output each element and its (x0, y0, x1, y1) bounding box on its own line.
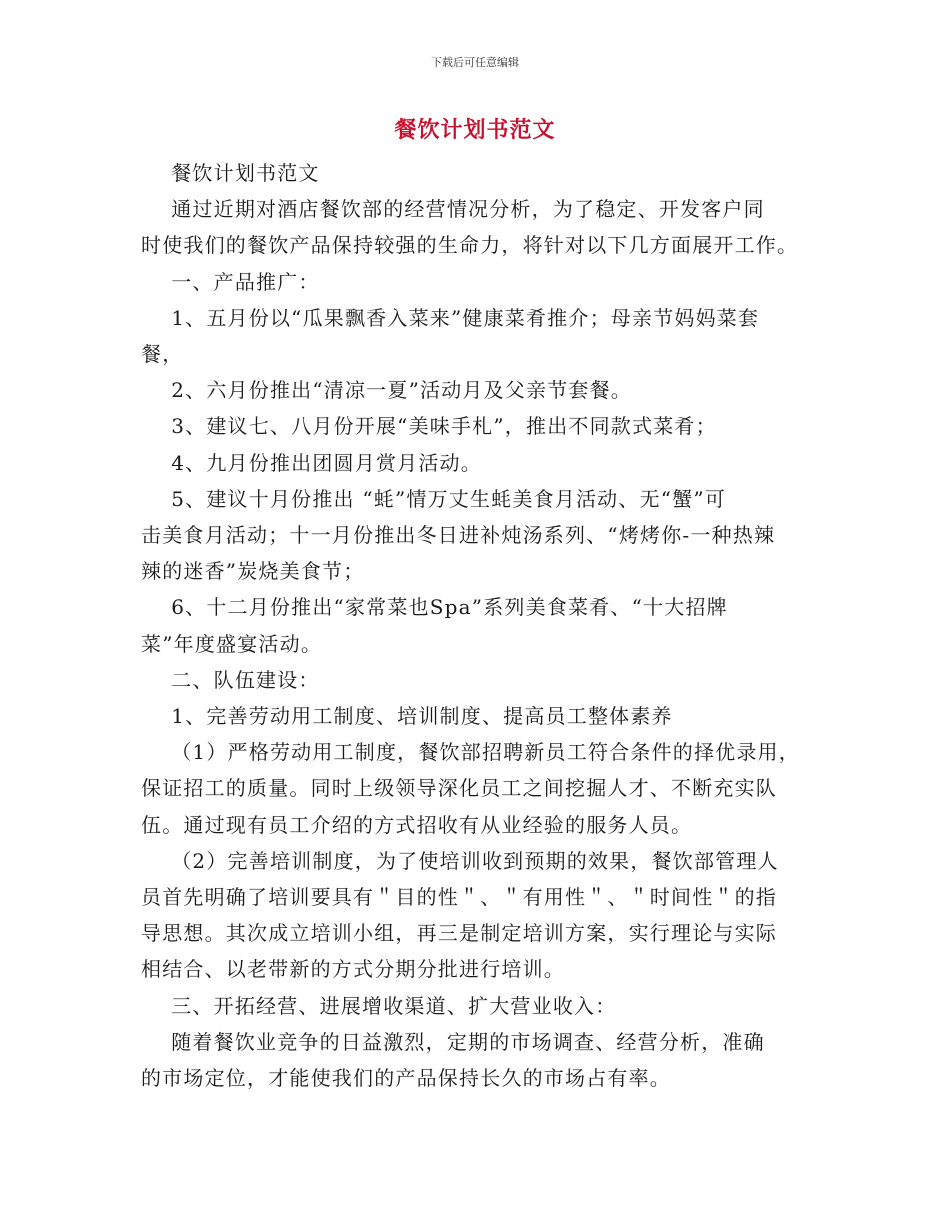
body-line: 随着餐饮业竞争的日益激烈，定期的市场调查、经营分析，准确 (141, 1029, 765, 1054)
body-line: 6、十二月份推出“家常菜也Spa”系列美食菜肴、“十大招牌 (141, 595, 728, 620)
body-line: 伍。通过现有员工介绍的方式招收有从业经验的服务人员。 (141, 812, 693, 837)
body-line: 菜”年度盛宴活动。 (141, 631, 323, 656)
body-line: 一、产品推广： (141, 269, 320, 294)
body-line: 保证招工的质量。同时上级领导深化员工之间挖掘人才、不断充实队 (141, 776, 777, 801)
body-line: 通过近期对酒店餐饮部的经营情况分析，为了稳定、开发客户同 (141, 197, 765, 222)
body-line: 时使我们的餐饮产品保持较强的生命力，将针对以下几方面展开工作。 (141, 233, 799, 258)
body-line: （2）完善培训制度，为了使培训收到预期的效果，餐饮部管理人 (141, 848, 779, 873)
header-note: 下载后可任意编辑 (431, 56, 519, 69)
body-line: 相结合、以老带新的方式分期分批进行培训。 (141, 957, 565, 982)
body-line: 二、队伍建设： (141, 667, 320, 692)
body-line: 3、建议七、八月份开展“美味手札”，推出不同款式菜肴； (141, 414, 717, 439)
body-line: 的市场定位，才能使我们的产品保持长久的市场占有率。 (141, 1066, 671, 1091)
body-line: 1、完善劳动用工制度、培训制度、提高员工整体素养 (141, 704, 673, 729)
body-line: 1、五月份以“瓜果飘香入菜来”健康菜肴推介；母亲节妈妈菜套 (141, 305, 760, 330)
body-line: 导思想。其次成立培训小组，再三是制定培训方案，实行理论与实际 (141, 921, 777, 946)
body-line: 餐饮计划书范文 (141, 161, 320, 185)
body-line: 员首先明确了培训要具有＂目的性＂、＂有用性＂、＂时间性＂的指 (141, 885, 777, 910)
body-line: 4、九月份推出团圆月赏月活动。 (141, 450, 482, 475)
body-line: 2、六月份推出“清凉一夏”活动月及父亲节套餐。 (141, 378, 633, 403)
body-line: 餐， (141, 342, 184, 367)
body-line: （1）严格劳动用工制度，餐饮部招聘新员工符合条件的择优录用， (141, 740, 800, 765)
body-line: 辣的迷香”炭烧美食节； (141, 559, 365, 584)
document-title: 餐饮计划书范文 (394, 118, 556, 143)
body-line: 击美食月活动；十一月份推出冬日进补炖汤系列、“烤烤你-一种热辣 (141, 523, 776, 548)
body-line: 5、建议十月份推出 “蚝”情万丈生蚝美食月活动、无“蟹”可 (141, 486, 727, 511)
document-body (141, 155, 821, 1096)
body-line: 三、开拓经营、进展增收渠道、扩大营业收入： (141, 993, 617, 1018)
